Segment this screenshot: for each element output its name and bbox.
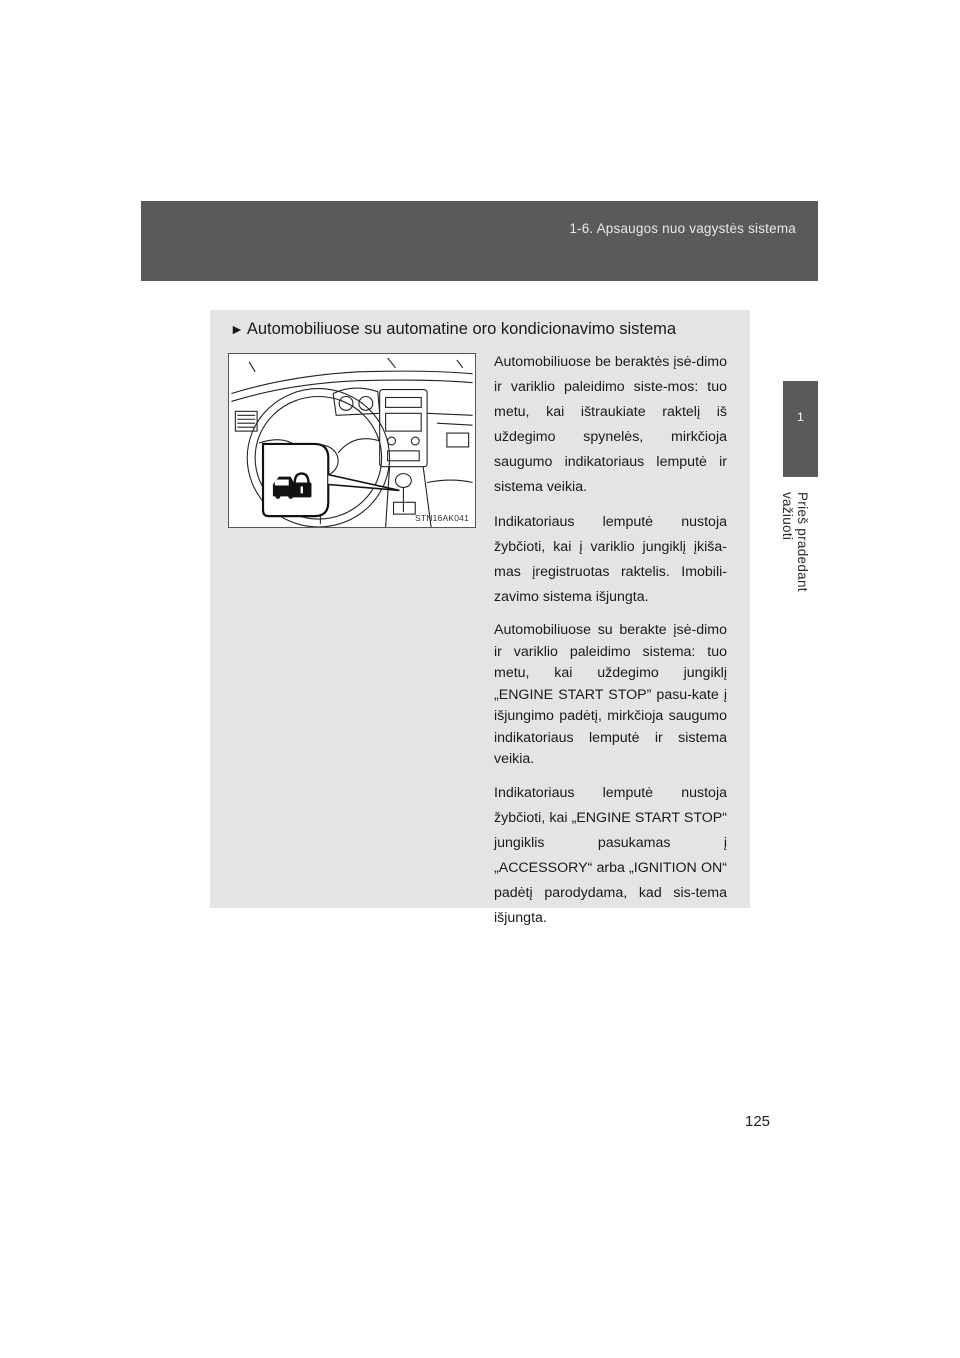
dashboard-illustration: [228, 353, 476, 528]
paragraph-key-inserted: Indikatoriaus lemputė nustoja žybčioti, kai į variklio jungiklį įkiša-mas įregistruotas raktelis. Imobili-zavimo sistema išjungta.: [494, 514, 727, 605]
chapter-tab: [783, 381, 818, 477]
panel-heading-text: Automobiliuose su automatine oro kondicionavimo sistema: [246, 320, 677, 338]
dashboard-drawing: [229, 354, 475, 527]
text-column: [494, 350, 727, 941]
panel-heading: [230, 320, 676, 339]
info-panel: [210, 310, 750, 926]
paragraph-smart-key-on: Indikatoriaus lemputė nustoja žybčioti, kai „ENGINE START STOP“ jungiklis pasukamas į „ACCESSORY“ arba „IGNITION ON“ padėtį parodydama, kad sis-tema išjungta.: [494, 784, 727, 926]
section-header-band: [141, 201, 818, 281]
section-title: 1-6. Apsaugos nuo vagystės sistema: [569, 221, 796, 236]
paragraph-keyless-off: Automobiliuose be beraktės įsė-dimo ir variklio paleidimo siste-mos: tuo metu, kai ištraukiate raktelį iš uždegimo spynelės, mirkčioja saugumo indikatoriaus lemputė ir sistema veikia.: [494, 354, 727, 495]
chapter-label: Prieš pradedant važiuoti: [780, 492, 810, 592]
chapter-number: 1: [797, 410, 804, 424]
paragraph-smart-key-off: Automobiliuose su berakte įsė-dimo ir variklio paleidimo sistema: tuo metu, kai uždegimo jungiklį „ENGINE START STOP” pasu-kate į išjungimo padėtį, mirkčioja saugumo indikatoriaus lemputė ir sistema veikia.: [494, 622, 727, 767]
figure-code: STN16AK041: [415, 513, 469, 523]
page-number: 125: [745, 1113, 771, 1130]
triangle-marker-icon: ►: [230, 321, 244, 337]
